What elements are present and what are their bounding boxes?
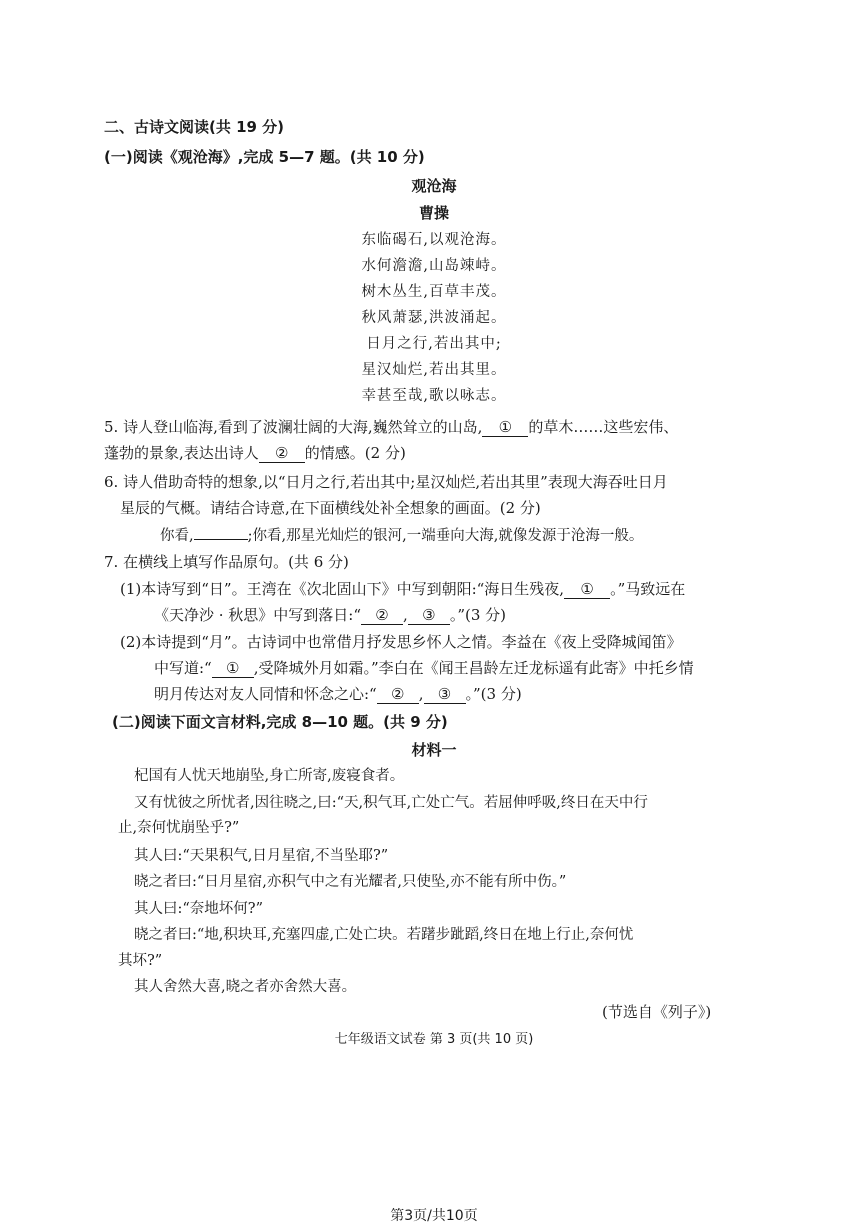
question-text: , bbox=[418, 685, 424, 703]
question-6-line: 6. 诗人借助奇特的想象,以“日月之行,若出其中;星汉灿烂,若出其里”表现大海吞吐日月 bbox=[104, 473, 668, 491]
material-line: 止,奈何忧崩坠乎?” bbox=[118, 820, 240, 836]
material-line: 晓之者曰:“地,积块耳,充塞四虚,亡处亡块。若躇步跐蹈,终日在地上行止,奈何忧 bbox=[134, 927, 634, 943]
question-text: 。”(3 分) bbox=[465, 685, 522, 703]
material-line: 晓之者曰:“日月星宿,亦积气中之有光耀者,只使坠,亦不能有所中伤。” bbox=[134, 874, 567, 890]
question-text: 你看, bbox=[160, 528, 194, 544]
question-6-line: 星辰的气概。请结合诗意,在下面横线处补全想象的画面。(2 分) bbox=[120, 499, 541, 517]
material-source: (节选自《列子》) bbox=[602, 1003, 712, 1021]
part1-heading: (一)阅读《观沧海》,完成 5—7 题。(共 10 分) bbox=[104, 148, 425, 166]
poem-line: 水何澹澹,山岛竦峙。 bbox=[361, 258, 507, 274]
question-7-part2-line bbox=[154, 658, 694, 678]
question-text: 《天净沙 · 秋思》中写到落日:“ bbox=[154, 606, 362, 624]
question-7-part2-line: (2)本诗提到“月”。古诗词中也常借月抒发思乡怀人之情。李益在《夜上受降城闻笛》 bbox=[120, 633, 682, 651]
section-heading: 二、古诗文阅读(共 19 分) bbox=[104, 118, 285, 136]
material-line: 杞国有人忧天地崩坠,身亡所寄,废寝食者。 bbox=[134, 768, 405, 784]
question-6-answer-line bbox=[160, 526, 643, 546]
material-line: 其人曰:“奈地坏何?” bbox=[134, 901, 263, 917]
material-line: 又有忧彼之所忧者,因往晓之,曰:“天,积气耳,亡处亡气。若屈伸呼吸,终日在天中行 bbox=[134, 795, 648, 811]
question-text: 的草木……这些宏伟、 bbox=[528, 418, 679, 436]
poem-title: 观沧海 bbox=[411, 177, 457, 195]
question-text: 。”(3 分) bbox=[449, 606, 506, 624]
answer-blank[interactable]: ③ bbox=[424, 685, 466, 704]
question-text: 蓬勃的景象,表达出诗人 bbox=[104, 444, 259, 462]
question-text: 5. 诗人登山临海,看到了波澜壮阔的大海,巍然耸立的山岛, bbox=[104, 418, 483, 436]
answer-blank[interactable]: ② bbox=[377, 685, 419, 704]
answer-blank[interactable]: ① bbox=[564, 580, 610, 599]
part2-heading: (二)阅读下面文言材料,完成 8—10 题。(共 9 分) bbox=[112, 713, 448, 731]
answer-blank[interactable]: ② bbox=[259, 444, 305, 463]
poem-line: 星汉灿烂,若出其里。 bbox=[361, 362, 507, 378]
answer-blank[interactable]: ① bbox=[482, 418, 528, 437]
answer-blank[interactable]: ③ bbox=[408, 606, 450, 625]
answer-blank[interactable]: ② bbox=[361, 606, 403, 625]
poem-line: 树木丛生,百草丰茂。 bbox=[361, 284, 507, 300]
material-line: 其坏?” bbox=[118, 953, 163, 969]
poem-line: 秋风萧瑟,洪波涌起。 bbox=[361, 310, 507, 326]
poem-line: 日月之行,若出其中; bbox=[366, 336, 502, 352]
poem-line: 东临碣石,以观沧海。 bbox=[361, 232, 507, 248]
question-7-part2-line bbox=[154, 684, 522, 704]
question-text: , bbox=[403, 606, 408, 624]
material-title: 材料一 bbox=[411, 741, 457, 759]
material-line: 其人曰:“天果积气,日月星宿,不当坠耶?” bbox=[134, 848, 389, 864]
answer-blank[interactable] bbox=[194, 539, 248, 540]
question-5-line bbox=[104, 443, 406, 463]
page-indicator: 第3页/共10页 bbox=[390, 1208, 478, 1224]
material-line: 其人舍然大喜,晓之者亦舍然大喜。 bbox=[134, 979, 357, 995]
question-text: ;你看,那星光灿烂的银河,一端垂向大海,就像发源于沧海一般。 bbox=[247, 528, 644, 544]
poem-line: 幸甚至哉,歌以咏志。 bbox=[361, 388, 507, 404]
question-5-line bbox=[104, 417, 678, 437]
question-text: ,受降城外月如霜。”李白在《闻王昌龄左迁龙标遥有此寄》中托乡情 bbox=[253, 659, 694, 677]
question-7-heading: 7. 在横线上填写作品原句。(共 6 分) bbox=[104, 553, 349, 571]
exam-footer: 七年级语文试卷 第 3 页(共 10 页) bbox=[334, 1032, 534, 1047]
question-7-part1-line bbox=[120, 579, 685, 599]
question-text: (1)本诗写到“日”。王湾在《次北固山下》中写到朝阳:“海日生残夜, bbox=[120, 580, 565, 598]
question-text: 中写道:“ bbox=[154, 659, 212, 677]
question-text: 的情感。(2 分) bbox=[304, 444, 406, 462]
question-text: 。”马致远在 bbox=[610, 580, 686, 598]
question-text: 明月传达对友人同情和怀念之心:“ bbox=[154, 685, 377, 703]
poem-author: 曹操 bbox=[418, 204, 449, 222]
answer-blank[interactable]: ① bbox=[212, 659, 254, 678]
question-7-part1-line bbox=[154, 605, 506, 625]
